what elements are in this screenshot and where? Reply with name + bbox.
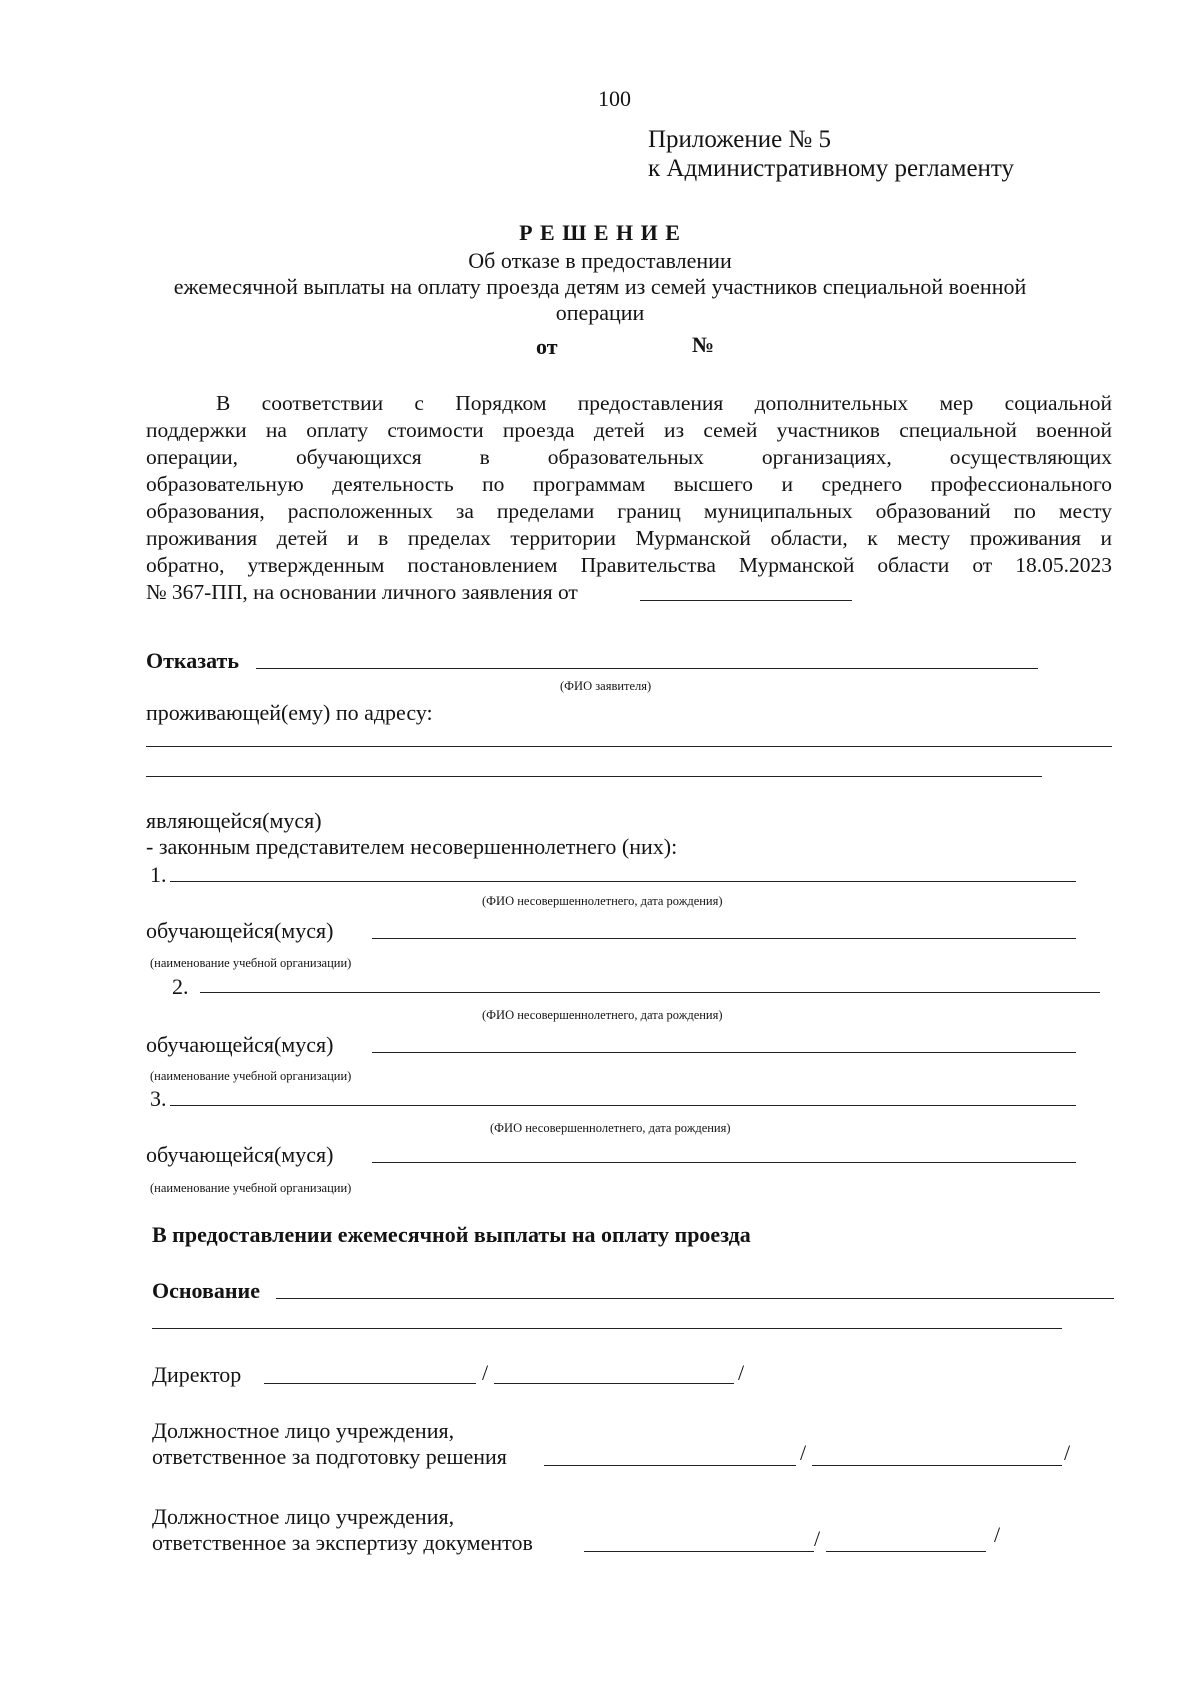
number-label: №: [692, 332, 715, 357]
page-number: 100: [598, 86, 631, 111]
title-line3: операции: [555, 300, 645, 325]
child-number: 1.: [150, 862, 167, 887]
official2-name-field[interactable]: [826, 1551, 986, 1552]
application-date-field[interactable]: [640, 600, 852, 601]
official2-signature-field[interactable]: [584, 1551, 814, 1552]
representative-line2: - законным представителем несовершеннолетнего (них):: [146, 834, 678, 859]
child1-name-field[interactable]: [170, 881, 1076, 882]
study-label: обучающейся(муся): [146, 1142, 334, 1167]
title-line1: Об отказе в предоставлении: [468, 248, 732, 273]
applicant-name-field[interactable]: [256, 668, 1038, 669]
child-fio-caption: (ФИО несовершеннолетнего, дата рождения): [482, 1008, 723, 1022]
official1-name-field[interactable]: [812, 1465, 1062, 1466]
official1-line1: Должностное лицо учреждения,: [152, 1418, 455, 1443]
official2-line2: ответственное за экспертизу документов: [152, 1530, 533, 1555]
body-paragraph: [146, 390, 1112, 606]
director-label: Директор: [152, 1362, 242, 1387]
director-signature-field[interactable]: [264, 1383, 476, 1384]
paragraph-line: поддержки на оплату стоимости проезда детей из семей участников специальной военной: [146, 418, 1112, 442]
basis-field-line2[interactable]: [152, 1328, 1062, 1329]
paragraph-line: В соответствии с Порядком предоставления дополнительных мер социальной: [216, 391, 1112, 415]
child3-name-field[interactable]: [170, 1105, 1076, 1106]
study-label: обучающейся(муся): [146, 918, 334, 943]
paragraph-line: образования, расположенных за пределами границ муниципальных образований по месту: [146, 499, 1112, 523]
org-caption: (наименование учебной организации): [150, 1181, 352, 1195]
paragraph-line: обратно, утвержденным постановлением Правительства Мурманской области от 18.05.2023: [146, 553, 1112, 577]
org-caption: (наименование учебной организации): [150, 956, 352, 970]
separator-slash: /: [482, 1360, 489, 1385]
child-fio-caption: (ФИО несовершеннолетнего, дата рождения): [482, 894, 723, 908]
child3-org-field[interactable]: [372, 1162, 1076, 1163]
study-label: обучающейся(муся): [146, 1032, 334, 1057]
separator-slash: /: [814, 1526, 821, 1551]
document-title: Р Е Ш Е Н И Е: [519, 220, 681, 245]
org-caption: (наименование учебной организации): [150, 1069, 352, 1083]
child-number: 2.: [172, 974, 189, 999]
child2-name-field[interactable]: [200, 992, 1100, 993]
separator-slash: /: [800, 1440, 807, 1465]
child1-org-field[interactable]: [372, 938, 1076, 939]
address-field-line2[interactable]: [146, 776, 1042, 777]
separator-slash: /: [994, 1522, 1001, 1547]
applicant-caption: (ФИО заявителя): [560, 679, 652, 693]
child2-org-field[interactable]: [372, 1052, 1076, 1053]
paragraph-line: операции, обучающихся в образовательных организациях, осуществляющих: [146, 445, 1112, 469]
appendix-line1: Приложение № 5: [648, 126, 832, 153]
child-number: 3.: [150, 1086, 167, 1111]
basis-label: Основание: [152, 1278, 261, 1303]
appendix-line2: к Административному регламенту: [648, 155, 1015, 182]
address-field-line1[interactable]: [146, 746, 1112, 747]
refusal-subject: В предоставлении ежемесячной выплаты на оплату проезда: [152, 1222, 751, 1247]
date-label: от: [536, 334, 558, 359]
address-label: проживающей(ему) по адресу:: [146, 700, 433, 725]
official1-signature-field[interactable]: [544, 1465, 796, 1466]
basis-field-line1[interactable]: [276, 1298, 1114, 1299]
title-line2: ежемесячной выплаты на оплату проезда детям из семей участников специальной военной: [173, 274, 1027, 299]
official1-line2: ответственное за подготовку решения: [152, 1444, 507, 1469]
separator-slash: /: [1064, 1440, 1071, 1465]
paragraph-line: проживания детей и в пределах территории Мурманской области, к месту проживания и: [146, 526, 1112, 550]
official2-line1: Должностное лицо учреждения,: [152, 1504, 455, 1529]
director-name-field[interactable]: [494, 1383, 734, 1384]
paragraph-line: № 367-ПП, на основании личного заявления от: [146, 580, 578, 604]
representative-line1: являющейся(муся): [146, 808, 322, 833]
refuse-label: Отказать: [146, 648, 239, 673]
paragraph-line: образовательную деятельность по программам высшего и среднего профессионального: [146, 472, 1112, 496]
child-fio-caption: (ФИО несовершеннолетнего, дата рождения): [490, 1121, 731, 1135]
separator-slash: /: [738, 1360, 745, 1385]
